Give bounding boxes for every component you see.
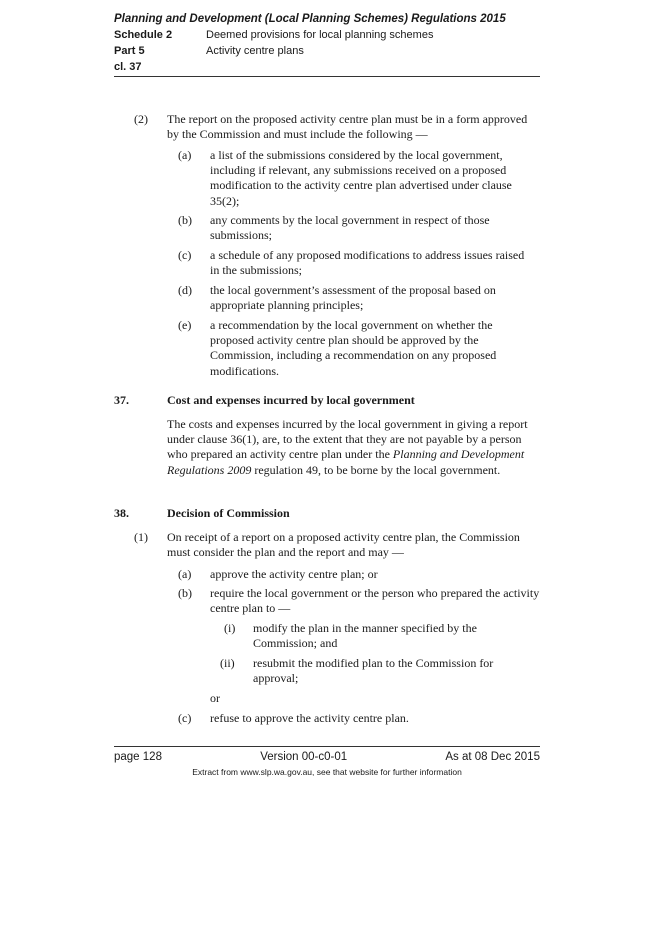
- paragraph-label: (c): [178, 711, 192, 725]
- running-header: [114, 12, 540, 75]
- subparagraph-label: (ii): [220, 656, 235, 670]
- running-footer: [114, 750, 540, 778]
- header-row-schedule: [114, 27, 540, 43]
- paragraph-label: (a): [178, 567, 192, 581]
- subparagraph-text: modify the plan in the manner specified by the Commission; and: [253, 621, 477, 651]
- extract-note: Extract from www.slp.wa.gov.au, see that website for further information: [192, 767, 462, 777]
- subclause-text: The report on the proposed activity centre plan must be in a form approved by the Commission and must include the following —: [167, 112, 528, 142]
- paragraph-text: a schedule of any proposed modifications to address issues raised in the submissions;: [210, 248, 525, 278]
- subparagraph-text: resubmit the modified plan to the Commission for approval;: [253, 656, 494, 686]
- page-number: page 128: [114, 751, 162, 763]
- subclause-text: On receipt of a report on a proposed activity centre plan, the Commission must consider the plan and the report and may —: [167, 530, 520, 560]
- document-title: Planning and Development (Local Planning Schemes) Regulations 2015: [114, 13, 506, 25]
- paragraph-text: refuse to approve the activity centre plan.: [210, 711, 409, 725]
- subclause-label: (2): [134, 112, 148, 126]
- footer-row: [114, 750, 540, 764]
- paragraph-label: (d): [178, 283, 192, 297]
- header-key: Part 5: [114, 45, 145, 57]
- clause-number: 37.: [114, 393, 129, 407]
- header-value: Activity centre plans: [206, 45, 304, 57]
- footer-divider: [114, 746, 540, 747]
- as-at-date: As at 08 Dec 2015: [445, 751, 540, 763]
- paragraph-label: (b): [178, 586, 192, 600]
- header-row-part: [114, 43, 540, 59]
- header-key: Schedule 2: [114, 29, 173, 41]
- paragraph-text: a list of the submissions considered by the local government, including if relevant, any submissions received on a proposed modification to the activity centre plan advertised under clause 35(2);: [210, 148, 512, 208]
- clause-heading: Decision of Commission: [167, 506, 290, 520]
- cited-regulations: Planning and Development Regulations 2009: [167, 447, 525, 477]
- clause-37-text-part: The costs and expenses incurred by the local government in giving a report under clause 36(1), are, to the extent that they are not payable by a person who prepared an activity centre plan under the: [167, 417, 528, 462]
- paragraph-text: any comments by the local government in respect of those submissions;: [210, 213, 490, 243]
- header-value: [206, 59, 540, 75]
- header-divider: [114, 76, 540, 77]
- version-label: Version 00-c0-01: [260, 751, 348, 763]
- paragraph-label: (e): [178, 318, 192, 332]
- paragraph-label: (c): [178, 248, 192, 262]
- subclause-label: (1): [134, 530, 148, 544]
- paragraph-text: require the local government or the person who prepared the activity centre plan to —: [210, 586, 540, 616]
- clause-37-text-part: regulation 49, to be borne by the local government.: [251, 462, 501, 477]
- connector-or: or: [210, 691, 220, 705]
- clause-37-text: [167, 417, 537, 478]
- clause-heading: Cost and expenses incurred by local government: [167, 393, 415, 407]
- header-value: Deemed provisions for local planning schemes: [206, 29, 434, 41]
- paragraph-label: (b): [178, 213, 192, 227]
- subparagraph-label: (i): [224, 621, 236, 635]
- paragraph-label: (a): [178, 148, 192, 162]
- header-key: cl. 37: [114, 61, 142, 73]
- paragraph-text: approve the activity centre plan; or: [210, 567, 378, 581]
- paragraph-text: the local government’s assessment of the proposal based on appropriate planning principles;: [210, 283, 496, 313]
- clause-number: 38.: [114, 506, 129, 520]
- paragraph-text: a recommendation by the local government on whether the proposed activity centre plan should be approved by the Commission, including a recommendation on any proposed modifications.: [210, 318, 497, 378]
- header-row-clause: [114, 59, 540, 75]
